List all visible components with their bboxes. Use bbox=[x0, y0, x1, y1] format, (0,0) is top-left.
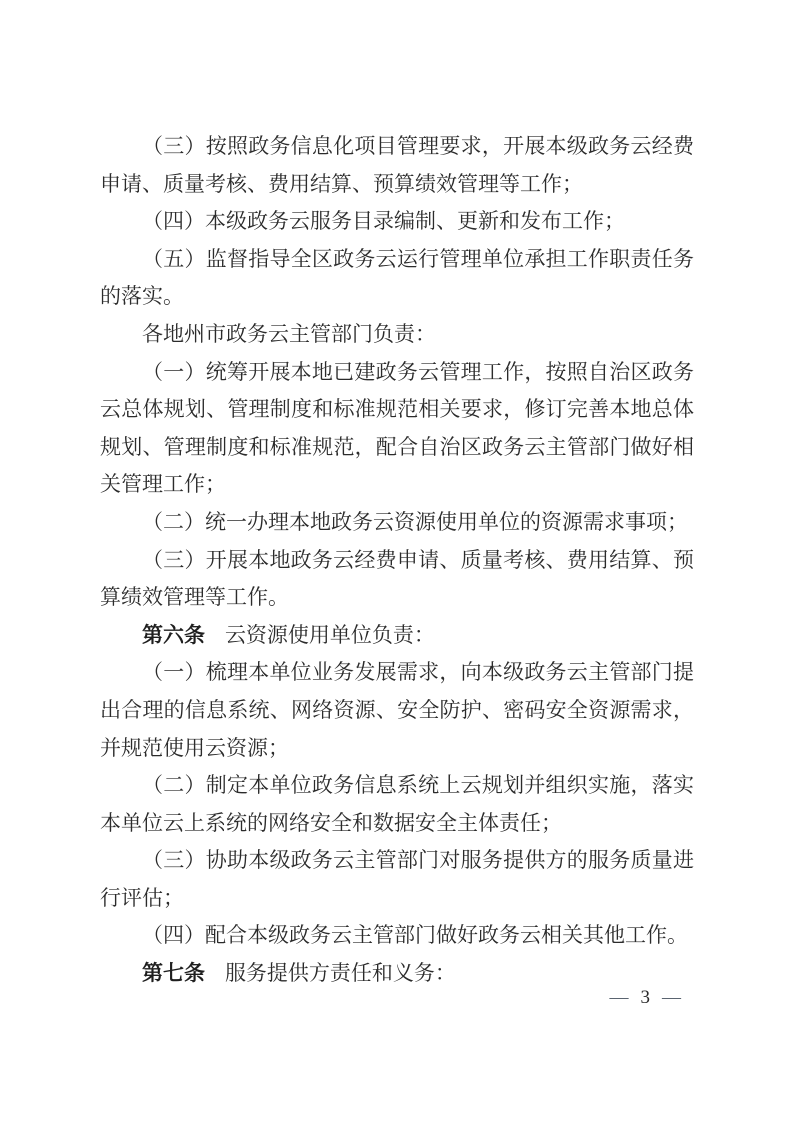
paragraph-text: （一）梳理本单位业务发展需求，向本级政务云主管部门提出合理的信息系统、网络资源、安全防护、密码安全资源需求，并规范使用云资源； bbox=[100, 660, 694, 760]
article-number-label: 第六条 bbox=[142, 622, 205, 647]
paragraph-text: （三）按照政务信息化项目管理要求，开展本级政务云经费申请、质量考核、费用结算、预算绩效管理等工作； bbox=[100, 134, 694, 196]
paragraph-text: （三）开展本地政务云经费申请、质量考核、费用结算、预算绩效管理等工作。 bbox=[100, 547, 694, 610]
paragraph bbox=[100, 767, 694, 842]
paragraph-text: （四）配合本级政务云主管部门做好政务云相关其他工作。 bbox=[142, 923, 688, 948]
document-body bbox=[100, 128, 694, 993]
paragraph-text: （二）制定本单位政务信息系统上云规划并组织实施，落实本单位云上系统的网络安全和数据安全主体责任； bbox=[100, 773, 694, 835]
paragraph-text: （三）协助本级政务云主管部门对服务提供方的服务质量进行评估； bbox=[100, 848, 694, 910]
article-paragraph bbox=[100, 617, 694, 655]
paragraph bbox=[100, 128, 694, 203]
paragraph bbox=[100, 316, 694, 354]
footer-dash-right: — bbox=[662, 987, 681, 1008]
paragraph-text: （四）本级政务云服务目录编制、更新和发布工作； bbox=[142, 209, 625, 234]
paragraph-text: 服务提供方责任和义务： bbox=[224, 961, 456, 986]
paragraph bbox=[100, 842, 694, 917]
paragraph-text: （一）统筹开展本地已建政务云管理工作，按照自治区政务云总体规划、管理制度和标准规范相关要求，修订完善本地总体规划、管理制度和标准规范，配合自治区政务云主管部门做好相关管理工作； bbox=[100, 359, 694, 497]
paragraph-text: （五）监督指导全区政务云运行管理单位承担工作职责任务的落实。 bbox=[100, 246, 694, 309]
paragraph bbox=[100, 504, 694, 542]
paragraph-text: 各地州市政务云主管部门负责： bbox=[142, 321, 436, 346]
paragraph bbox=[100, 542, 694, 617]
page-number: 3 bbox=[640, 987, 650, 1008]
paragraph bbox=[100, 654, 694, 767]
footer-dash-left: — bbox=[609, 987, 629, 1008]
article-number-label: 第七条 bbox=[142, 961, 205, 986]
paragraph bbox=[100, 354, 694, 504]
article-paragraph bbox=[100, 955, 694, 993]
page-footer bbox=[610, 987, 682, 1009]
paragraph-text: （二）统一办理本地政务云资源使用单位的资源需求事项； bbox=[142, 509, 688, 534]
paragraph bbox=[100, 203, 694, 241]
paragraph bbox=[100, 241, 694, 316]
paragraph-text: 云资源使用单位负责： bbox=[224, 622, 435, 647]
paragraph bbox=[100, 917, 694, 955]
